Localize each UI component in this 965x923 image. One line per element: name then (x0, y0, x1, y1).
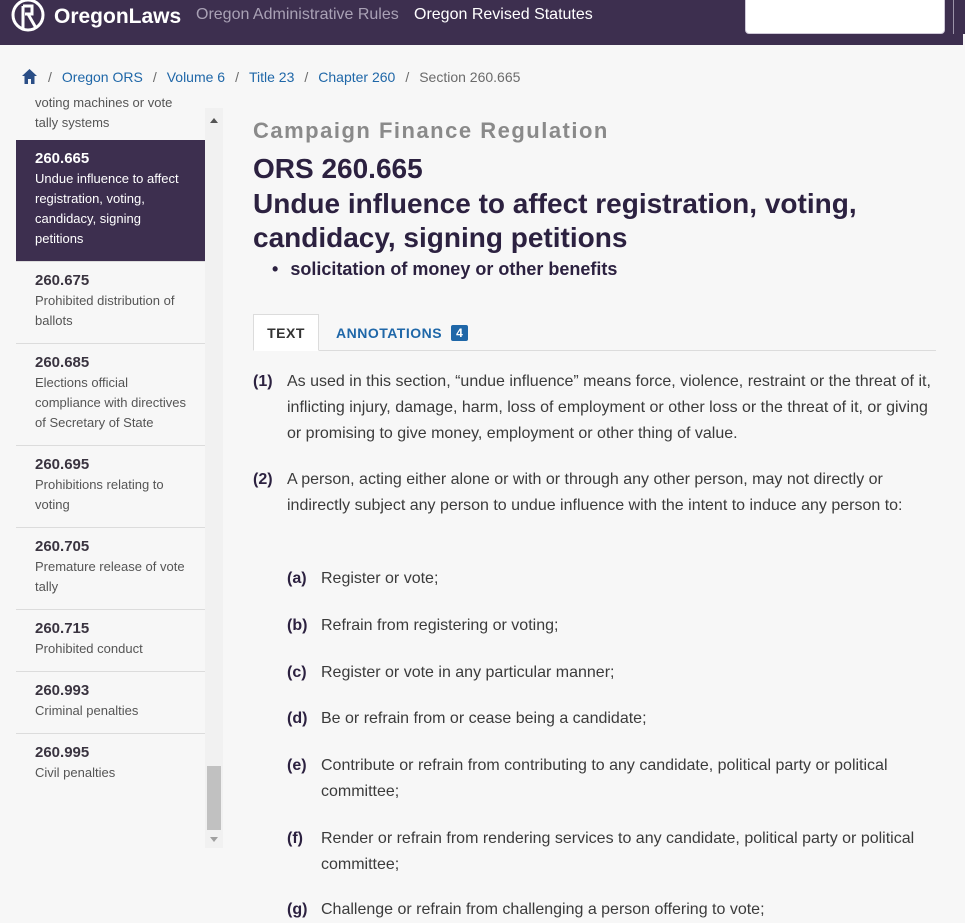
sidebar-item-title: Prohibited distribution of ballots (35, 293, 175, 328)
subparagraph-label: (g) (287, 901, 308, 918)
subparagraph-text: Contribute or refrain from contributing to any candidate, political party or political committee; (321, 757, 888, 800)
section-sidebar (16, 95, 223, 848)
paragraph-text: A person, acting either alone or with or through any other person, may not directly or indirectly subject any person to undue influence with the intent to induce any person to: (287, 471, 903, 514)
sidebar-item[interactable] (16, 610, 205, 672)
section-number: ORS 260.665 (253, 153, 423, 184)
statute-subparagraph (287, 566, 937, 592)
statute-subparagraph (287, 826, 937, 878)
annotations-count-badge: 4 (451, 325, 468, 341)
subparagraph-text: Challenge or refrain from challenging a person offering to vote; (321, 901, 765, 918)
section-list (16, 88, 205, 795)
sidebar-item[interactable] (16, 446, 205, 528)
sidebar-item-number: 260.993 (35, 682, 90, 699)
sidebar-item-number: 260.715 (35, 620, 90, 637)
sidebar-item-title: Criminal penalties (35, 703, 139, 718)
statute-paragraph (253, 369, 943, 447)
sidebar-item-title: Premature release of vote tally (35, 559, 185, 594)
statute-subparagraph (287, 660, 937, 686)
sidebar-item[interactable] (16, 672, 205, 734)
subparagraph-text: Be or refrain from or cease being a candidate; (321, 710, 647, 727)
search-input[interactable] (745, 0, 945, 34)
breadcrumb-chapter[interactable]: Chapter 260 (318, 68, 396, 85)
tab-annotations-label: ANNOTATIONS (336, 324, 443, 341)
sidebar-item-number: 260.995 (35, 744, 90, 761)
statute-subparagraph (287, 706, 937, 732)
brand-name: OregonLaws (54, 5, 182, 28)
nav-oregon-revised-statutes[interactable]: Oregon Revised Statutes (414, 6, 593, 23)
breadcrumb-current: Section 260.665 (419, 68, 521, 85)
statute-subparagraph (287, 897, 937, 923)
section-subtitle: • solicitation of money or other benefits (272, 259, 618, 279)
sidebar-item-number: 260.695 (35, 456, 90, 473)
subparagraph-label: (d) (287, 710, 308, 727)
top-nav-bar (0, 0, 963, 45)
subparagraph-label: (c) (287, 664, 307, 681)
sidebar-scrollbar[interactable] (205, 108, 223, 848)
paragraph-label: (1) (253, 373, 273, 390)
sidebar-item-active[interactable] (16, 140, 205, 262)
section-title: Undue influence to affect registration, voting, candidacy, signing petitions (253, 188, 857, 253)
sidebar-item-number: 260.685 (35, 354, 90, 371)
sidebar-item[interactable] (16, 88, 205, 140)
breadcrumb-volume[interactable]: Volume 6 (166, 68, 226, 85)
sidebar-item-number: 260.665 (35, 150, 90, 167)
sidebar-item-title: Civil penalties (35, 765, 116, 780)
sidebar-item-title: Elections official compliance with directives of Secretary of State (35, 375, 187, 430)
sidebar-item[interactable] (16, 734, 205, 795)
chapter-title: Campaign Finance Regulation (253, 118, 609, 143)
breadcrumb: / Oregon ORS / Volume 6 / Title 23 / Chapter 260 / Section 260.665 (21, 68, 520, 85)
statute-subparagraph (287, 753, 937, 805)
search-button[interactable] (953, 0, 965, 34)
tab-text[interactable]: TEXT (253, 314, 319, 351)
sidebar-item-title: Prohibitions relating to voting (35, 477, 164, 512)
sidebar-item[interactable] (16, 528, 205, 610)
section-subtitle-text: solicitation of money or other benefits (290, 259, 618, 279)
subparagraph-text: Refrain from registering or voting; (321, 617, 559, 634)
sidebar-item-title: voting machines or vote tally systems (35, 95, 173, 130)
home-icon[interactable] (21, 68, 38, 85)
subparagraph-text: Register or vote in any particular manner; (321, 664, 615, 681)
paragraph-text: As used in this section, “undue influence” means force, violence, restraint or the threat of it, inflicting injury, damage, harm, loss of employment or other loss or the threat of it, or giving or promising to give money, employment or other thing of value. (287, 373, 931, 442)
breadcrumb-oregon-ors[interactable]: Oregon ORS (61, 68, 143, 85)
sidebar-item-number: 260.675 (35, 272, 90, 289)
subparagraph-label: (f) (287, 830, 303, 847)
subparagraph-text: Register or vote; (321, 570, 439, 587)
breadcrumb-title[interactable]: Title 23 (248, 68, 295, 85)
scroll-down-arrow-icon[interactable] (210, 837, 218, 842)
subparagraph-label: (a) (287, 570, 307, 587)
nav-oregon-administrative-rules[interactable]: Oregon Administrative Rules (196, 6, 399, 23)
sidebar-item-title: Prohibited conduct (35, 641, 143, 656)
scroll-thumb[interactable] (207, 766, 221, 830)
tab-annotations[interactable] (336, 314, 468, 351)
paragraph-label: (2) (253, 471, 273, 488)
sidebar-item[interactable] (16, 262, 205, 344)
subparagraph-label: (e) (287, 757, 307, 774)
sidebar-item-title: Undue influence to affect registration, voting, candidacy, signing petitions (35, 171, 179, 246)
subparagraph-label: (b) (287, 617, 308, 634)
logo[interactable] (10, 0, 181, 34)
sidebar-item[interactable] (16, 344, 205, 446)
statute-subparagraph (287, 613, 937, 639)
statute-paragraph (253, 467, 943, 519)
scroll-up-arrow-icon[interactable] (210, 118, 218, 123)
content-tabs (253, 314, 936, 351)
subparagraph-text: Render or refrain from rendering services to any candidate, political party or political committee; (321, 830, 915, 873)
oregonlaws-logo-icon (10, 0, 46, 34)
sidebar-item-number: 260.705 (35, 538, 90, 555)
